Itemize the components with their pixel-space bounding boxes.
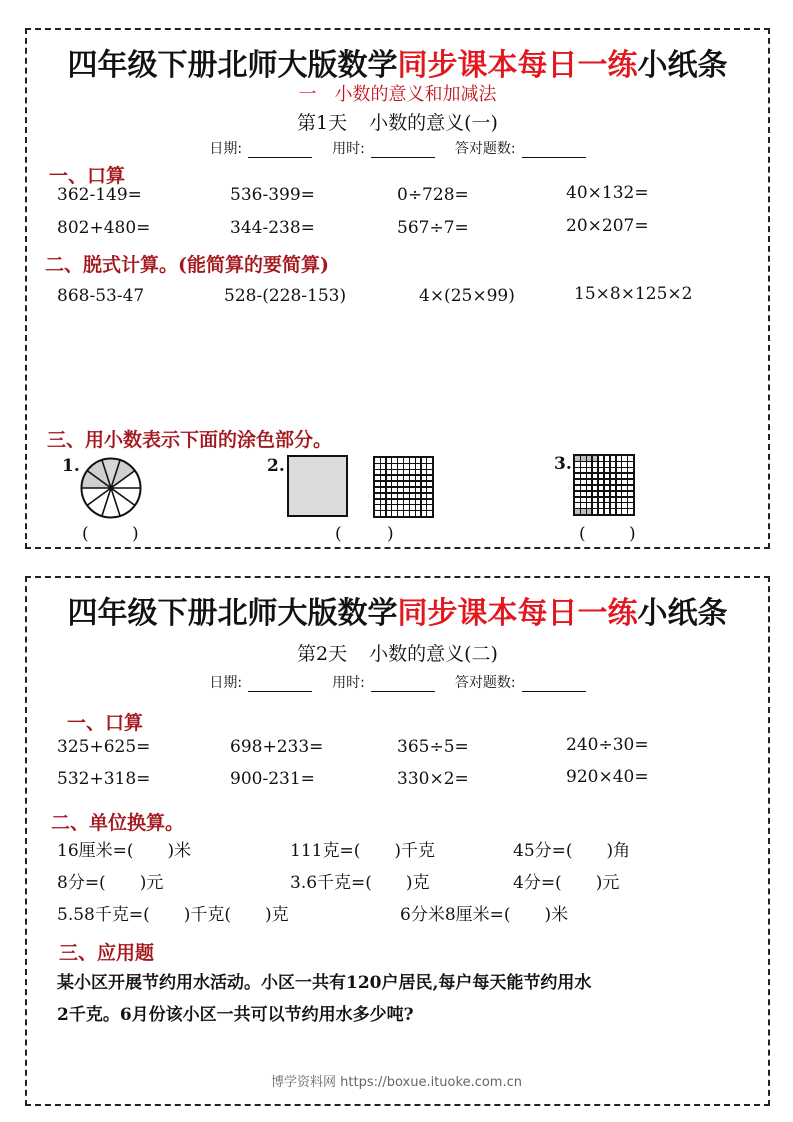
- grid-cell: [575, 480, 580, 485]
- grid-cell: [404, 488, 409, 493]
- problem: 240÷30=: [566, 735, 649, 755]
- grid-cell: [427, 464, 432, 469]
- grid-cell: [381, 464, 386, 469]
- grid-cell: [593, 509, 598, 514]
- grid-cell: [410, 488, 415, 493]
- problem: 920×40=: [566, 767, 649, 787]
- grid-cell: [398, 464, 403, 469]
- grid-cell: [375, 476, 380, 481]
- grid-cell: [581, 498, 586, 503]
- grid-cell: [381, 470, 386, 475]
- grid-cell: [422, 505, 427, 510]
- grid-cell: [587, 486, 592, 491]
- word-problem-line: 2千克。6月份该小区一共可以节约用水多少吨?: [57, 1005, 414, 1025]
- grid-cell: [617, 468, 622, 473]
- grid-cell: [611, 486, 616, 491]
- meta-fields: 日期: 用时: 答对题数:: [27, 672, 768, 692]
- shaded-circle-figure: [80, 457, 142, 519]
- grid-cell: [416, 494, 421, 499]
- grid-cell: [398, 500, 403, 505]
- problem: 365÷5=: [397, 737, 469, 757]
- grid-cell: [398, 511, 403, 516]
- grid-cell: [593, 503, 598, 508]
- grid-cell: [404, 458, 409, 463]
- worksheet-day-2: [25, 576, 770, 1106]
- watermark-footer: 博学资料网 https://boxue.ituoke.com.cn: [271, 1075, 522, 1090]
- grid-cell: [622, 498, 627, 503]
- hundred-grid-partially-shaded: [573, 454, 635, 516]
- problem: 802+480=: [57, 218, 151, 238]
- grid-cell: [404, 476, 409, 481]
- grid-cell: [392, 500, 397, 505]
- grid-cell: [581, 509, 586, 514]
- grid-cell: [416, 511, 421, 516]
- grid-cell: [599, 492, 604, 497]
- grid-cell: [427, 458, 432, 463]
- answer-paren-close: ): [132, 524, 139, 544]
- grid-cell: [398, 482, 403, 487]
- grid-cell: [375, 494, 380, 499]
- grid-cell: [617, 498, 622, 503]
- grid-cell: [599, 456, 604, 461]
- grid-cell: [581, 486, 586, 491]
- grid-cell: [611, 503, 616, 508]
- worksheet-title: 四年级下册北师大版数学同步课本每日一练小纸条: [67, 48, 728, 83]
- problem: 698+233=: [230, 737, 324, 757]
- date-blank[interactable]: [248, 143, 312, 158]
- grid-cell: [416, 505, 421, 510]
- grid-cell: [617, 474, 622, 479]
- day-heading: 第1天 小数的意义(一): [297, 112, 498, 134]
- grid-cell: [575, 456, 580, 461]
- grid-cell: [575, 486, 580, 491]
- grid-cell: [387, 500, 392, 505]
- grid-cell: [381, 458, 386, 463]
- grid-cell: [427, 482, 432, 487]
- grid-cell: [422, 500, 427, 505]
- grid-cell: [392, 505, 397, 510]
- problem: 40×132=: [566, 183, 649, 203]
- grid-cell: [404, 505, 409, 510]
- grid-cell: [422, 482, 427, 487]
- figure-number: 2.: [267, 456, 285, 476]
- grid-cell: [605, 480, 610, 485]
- grid-cell: [581, 480, 586, 485]
- grid-cell: [398, 470, 403, 475]
- grid-cell: [628, 462, 633, 467]
- grid-cell: [611, 462, 616, 467]
- unit-heading: 一 小数的意义和加减法: [298, 84, 497, 105]
- grid-cell: [617, 462, 622, 467]
- grid-cell: [404, 500, 409, 505]
- grid-cell: [427, 494, 432, 499]
- grid-cell: [622, 486, 627, 491]
- grid-cell: [587, 492, 592, 497]
- problem: 20×207=: [566, 216, 649, 236]
- grid-cell: [605, 503, 610, 508]
- answer-paren-open: (: [335, 524, 342, 544]
- grid-cell: [628, 474, 633, 479]
- grid-cell: [622, 456, 627, 461]
- grid-cell: [599, 503, 604, 508]
- grid-cell: [387, 458, 392, 463]
- grid-cell: [628, 492, 633, 497]
- section-heading-oral: 一、口算: [49, 165, 126, 187]
- grid-cell: [381, 511, 386, 516]
- grid-cell: [628, 486, 633, 491]
- fully-shaded-square: [287, 455, 348, 517]
- grid-cell: [593, 468, 598, 473]
- problem: 528-(228-153): [224, 286, 347, 306]
- grid-cell: [410, 482, 415, 487]
- grid-cell: [427, 476, 432, 481]
- grid-cell: [416, 458, 421, 463]
- grid-cell: [398, 488, 403, 493]
- grid-cell: [587, 474, 592, 479]
- grid-cell: [587, 468, 592, 473]
- grid-cell: [575, 498, 580, 503]
- grid-cell: [611, 474, 616, 479]
- grid-cell: [422, 458, 427, 463]
- grid-cell: [599, 474, 604, 479]
- grid-cell: [427, 488, 432, 493]
- grid-cell: [628, 468, 633, 473]
- grid-cell: [599, 509, 604, 514]
- word-problem-line: 某小区开展节约用水活动。小区一共有120户居民,每户每天能节约用水: [57, 973, 592, 993]
- problem: 325+625=: [57, 737, 151, 757]
- grid-cell: [605, 468, 610, 473]
- grid-cell: [593, 456, 598, 461]
- answer-paren-open: (: [82, 524, 89, 544]
- time-blank[interactable]: [371, 143, 435, 158]
- grid-cell: [381, 494, 386, 499]
- section-heading-oral: 一、口算: [67, 712, 144, 734]
- grid-cell: [410, 500, 415, 505]
- grid-cell: [611, 480, 616, 485]
- grid-cell: [387, 482, 392, 487]
- grid-cell: [622, 462, 627, 467]
- grid-cell: [611, 509, 616, 514]
- grid-cell: [387, 476, 392, 481]
- grid-cell: [587, 456, 592, 461]
- grid-cell: [375, 500, 380, 505]
- problem: 567÷7=: [397, 218, 469, 238]
- section-heading-decimals: 三、用小数表示下面的涂色部分。: [47, 429, 333, 451]
- grid-cell: [422, 511, 427, 516]
- grid-cell: [575, 492, 580, 497]
- grid-cell: [410, 458, 415, 463]
- grid-cell: [416, 470, 421, 475]
- problem: 0÷728=: [397, 185, 469, 205]
- grid-cell: [387, 511, 392, 516]
- problem: 868-53-47: [57, 286, 145, 306]
- grid-cell: [622, 503, 627, 508]
- grid-cell: [605, 486, 610, 491]
- section-heading-calc: 二、脱式计算。(能简算的要简算): [45, 254, 329, 276]
- grid-cell: [375, 505, 380, 510]
- worksheet-day-1: [25, 28, 770, 549]
- grid-cell: [628, 498, 633, 503]
- grid-cell: [416, 482, 421, 487]
- grid-cell: [398, 505, 403, 510]
- grid-cell: [593, 492, 598, 497]
- grid-cell: [398, 494, 403, 499]
- grid-cell: [622, 509, 627, 514]
- grid-cell: [587, 503, 592, 508]
- grid-cell: [611, 498, 616, 503]
- problem: 6分米8厘米=( )米: [400, 905, 569, 925]
- answer-paren-close: ): [387, 524, 394, 544]
- problem: 362-149=: [57, 185, 142, 205]
- title-highlight: 同步课本每日一练: [397, 48, 638, 83]
- grid-cell: [398, 458, 403, 463]
- grid-cell: [617, 492, 622, 497]
- grid-cell: [605, 462, 610, 467]
- grid-cell: [605, 474, 610, 479]
- grid-cell: [581, 468, 586, 473]
- grid-cell: [617, 456, 622, 461]
- grid-cell: [593, 462, 598, 467]
- grid-cell: [392, 464, 397, 469]
- meta-fields: 日期: 用时: 答对题数:: [27, 138, 768, 158]
- worksheet-title: 四年级下册北师大版数学同步课本每日一练小纸条: [67, 596, 728, 631]
- grid-cell: [387, 464, 392, 469]
- grid-cell: [617, 480, 622, 485]
- grid-cell: [381, 476, 386, 481]
- grid-cell: [392, 511, 397, 516]
- grid-cell: [381, 500, 386, 505]
- grid-cell: [410, 505, 415, 510]
- grid-cell: [404, 464, 409, 469]
- grid-cell: [422, 494, 427, 499]
- grid-cell: [410, 494, 415, 499]
- grid-cell: [605, 492, 610, 497]
- grid-cell: [410, 511, 415, 516]
- day-heading: 第2天 小数的意义(二): [297, 643, 498, 665]
- grid-cell: [622, 480, 627, 485]
- answer-paren-close: ): [629, 524, 636, 544]
- grid-cell: [375, 458, 380, 463]
- time-blank[interactable]: [371, 677, 435, 692]
- grid-cell: [593, 486, 598, 491]
- grid-cell: [410, 464, 415, 469]
- grid-cell: [581, 462, 586, 467]
- grid-cell: [404, 511, 409, 516]
- problem: 16厘米=( )米: [57, 841, 192, 861]
- grid-cell: [581, 456, 586, 461]
- grid-cell: [422, 488, 427, 493]
- grid-cell: [599, 480, 604, 485]
- grid-cell: [599, 462, 604, 467]
- grid-cell: [587, 509, 592, 514]
- grid-cell: [375, 511, 380, 516]
- correct-count-blank[interactable]: [522, 143, 586, 158]
- grid-cell: [617, 503, 622, 508]
- grid-cell: [628, 480, 633, 485]
- grid-cell: [416, 464, 421, 469]
- grid-cell: [387, 470, 392, 475]
- problem: 3.6千克=( )克: [290, 873, 430, 893]
- problem: 5.58千克=( )千克( )克: [57, 905, 289, 925]
- grid-cell: [575, 468, 580, 473]
- grid-cell: [416, 476, 421, 481]
- grid-cell: [392, 482, 397, 487]
- grid-cell: [622, 468, 627, 473]
- grid-cell: [416, 500, 421, 505]
- title-highlight: 同步课本每日一练: [397, 596, 638, 631]
- grid-cell: [416, 488, 421, 493]
- grid-cell: [387, 505, 392, 510]
- date-blank[interactable]: [248, 677, 312, 692]
- grid-cell: [392, 458, 397, 463]
- problem: 536-399=: [230, 185, 315, 205]
- grid-cell: [381, 482, 386, 487]
- problem: 45分=( )角: [513, 841, 631, 861]
- grid-cell: [593, 474, 598, 479]
- grid-cell: [575, 503, 580, 508]
- grid-cell: [581, 474, 586, 479]
- grid-cell: [611, 492, 616, 497]
- grid-cell: [611, 468, 616, 473]
- grid-cell: [617, 486, 622, 491]
- grid-cell: [422, 470, 427, 475]
- grid-cell: [404, 482, 409, 487]
- grid-cell: [587, 462, 592, 467]
- grid-cell: [427, 500, 432, 505]
- problem: 8分=( )元: [57, 873, 164, 893]
- grid-cell: [410, 470, 415, 475]
- grid-cell: [392, 494, 397, 499]
- grid-cell: [599, 486, 604, 491]
- problem: 900-231=: [230, 769, 315, 789]
- problem: 4×(25×99): [419, 286, 515, 306]
- grid-cell: [392, 488, 397, 493]
- grid-cell: [605, 498, 610, 503]
- section-heading-word-problem: 三、应用题: [59, 942, 155, 964]
- grid-cell: [404, 494, 409, 499]
- correct-count-blank[interactable]: [522, 677, 586, 692]
- grid-cell: [427, 505, 432, 510]
- figure-number: 3.: [554, 454, 572, 474]
- grid-cell: [605, 509, 610, 514]
- hundred-grid: [373, 456, 434, 518]
- grid-cell: [628, 456, 633, 461]
- answer-paren-open: (: [579, 524, 586, 544]
- grid-cell: [628, 503, 633, 508]
- figure-number: 1.: [62, 456, 80, 476]
- problem: 532+318=: [57, 769, 151, 789]
- grid-cell: [375, 464, 380, 469]
- grid-cell: [381, 488, 386, 493]
- grid-cell: [581, 503, 586, 508]
- grid-cell: [404, 470, 409, 475]
- grid-cell: [605, 456, 610, 461]
- grid-cell: [398, 476, 403, 481]
- problem: 111克=( )千克: [290, 841, 435, 861]
- grid-cell: [422, 464, 427, 469]
- grid-cell: [599, 468, 604, 473]
- grid-cell: [392, 476, 397, 481]
- grid-cell: [387, 494, 392, 499]
- grid-cell: [575, 509, 580, 514]
- grid-cell: [628, 509, 633, 514]
- grid-cell: [593, 498, 598, 503]
- problem: 344-238=: [230, 218, 315, 238]
- grid-cell: [575, 474, 580, 479]
- grid-cell: [381, 505, 386, 510]
- problem: 15×8×125×2: [574, 284, 693, 304]
- grid-cell: [387, 488, 392, 493]
- grid-cell: [581, 492, 586, 497]
- grid-cell: [375, 488, 380, 493]
- problem: 4分=( )元: [513, 873, 620, 893]
- grid-cell: [375, 470, 380, 475]
- grid-cell: [611, 456, 616, 461]
- problem: 330×2=: [397, 769, 469, 789]
- grid-cell: [587, 480, 592, 485]
- grid-cell: [410, 476, 415, 481]
- section-heading-units: 二、单位换算。: [51, 812, 185, 834]
- grid-cell: [422, 476, 427, 481]
- grid-cell: [392, 470, 397, 475]
- grid-cell: [622, 492, 627, 497]
- grid-cell: [587, 498, 592, 503]
- grid-cell: [375, 482, 380, 487]
- grid-cell: [427, 470, 432, 475]
- grid-cell: [617, 509, 622, 514]
- grid-cell: [599, 498, 604, 503]
- grid-cell: [427, 511, 432, 516]
- grid-cell: [622, 474, 627, 479]
- grid-cell: [575, 462, 580, 467]
- grid-cell: [593, 480, 598, 485]
